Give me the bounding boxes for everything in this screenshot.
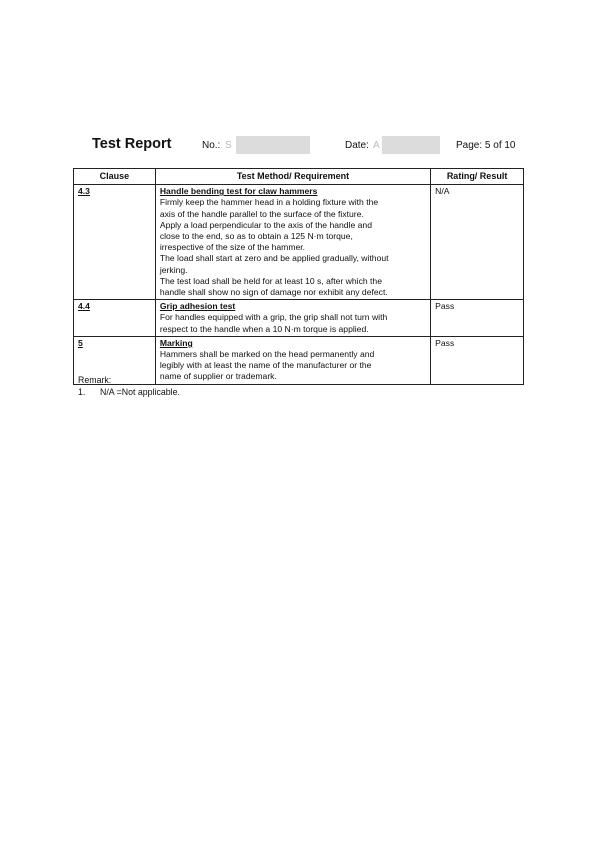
table-row bbox=[74, 185, 524, 300]
date-label: Date: bbox=[345, 140, 369, 151]
report-number-redaction bbox=[236, 136, 310, 154]
method-line: Apply a load perpendicular to the axis of the handle and bbox=[159, 219, 372, 230]
clause-cell bbox=[74, 185, 156, 300]
column-header-clause: Clause bbox=[74, 169, 156, 185]
method-line: The load shall start at zero and be applied gradually, without bbox=[159, 253, 389, 264]
method-line: axis of the handle parallel to the surface of the fixture. bbox=[159, 208, 364, 219]
method-line: jerking. bbox=[159, 264, 188, 275]
column-header-result: Rating/ Result bbox=[431, 169, 524, 185]
method-line: Firmly keep the hammer head in a holding fixture with the bbox=[159, 197, 379, 208]
method-line: irrespective of the size of the hammer. bbox=[159, 242, 306, 253]
test-results-table bbox=[73, 168, 524, 385]
report-header bbox=[92, 136, 542, 156]
result-cell: N/A bbox=[431, 185, 524, 300]
remark-section bbox=[78, 375, 180, 398]
report-title: Test Report bbox=[92, 136, 172, 152]
method-line: For handles equipped with a grip, the grip shall not turn with bbox=[159, 312, 388, 323]
method-cell bbox=[155, 300, 430, 337]
result-cell: Pass bbox=[431, 300, 524, 337]
method-cell bbox=[155, 336, 430, 384]
method-line: name of supplier or trademark. bbox=[159, 371, 277, 382]
method-line: legibly with at least the name of the manufacturer or the bbox=[159, 360, 372, 371]
clause-number: 5 bbox=[78, 337, 83, 348]
method-title: Grip adhesion test bbox=[159, 301, 236, 312]
clause-number: 4.3 bbox=[78, 186, 90, 197]
clause-number: 4.4 bbox=[78, 301, 90, 312]
method-line: respect to the handle when a 10 N·m torque is applied. bbox=[159, 323, 369, 334]
method-title: Marking bbox=[159, 337, 193, 348]
date-redaction bbox=[382, 136, 440, 154]
table-header-row bbox=[74, 169, 524, 185]
method-line: Hammers shall be marked on the head permanently and bbox=[159, 349, 375, 360]
method-line: The test load shall be held for at least 10 s, after which the bbox=[159, 275, 382, 286]
date-value: A bbox=[373, 140, 380, 151]
method-line: close to the end, so as to obtain a 125 N·m torque, bbox=[159, 231, 353, 242]
remark-label: Remark: bbox=[78, 375, 112, 385]
method-line: handle shall show no sign of damage nor exhibit any defect. bbox=[159, 287, 388, 298]
method-title: Handle bending test for claw hammers bbox=[159, 186, 318, 197]
table-row bbox=[74, 300, 524, 337]
remark-item bbox=[78, 387, 180, 399]
report-number-label: No.: bbox=[202, 140, 221, 151]
column-header-method: Test Method/ Requirement bbox=[155, 169, 430, 185]
result-cell: Pass bbox=[431, 336, 524, 384]
page-number: Page: 5 of 10 bbox=[456, 140, 516, 151]
clause-cell bbox=[74, 300, 156, 337]
report-number-value: S bbox=[225, 140, 232, 151]
method-cell bbox=[155, 185, 430, 300]
remark-item-number: 1. bbox=[78, 386, 86, 397]
remark-item-text: N/A =Not applicable. bbox=[100, 386, 180, 397]
